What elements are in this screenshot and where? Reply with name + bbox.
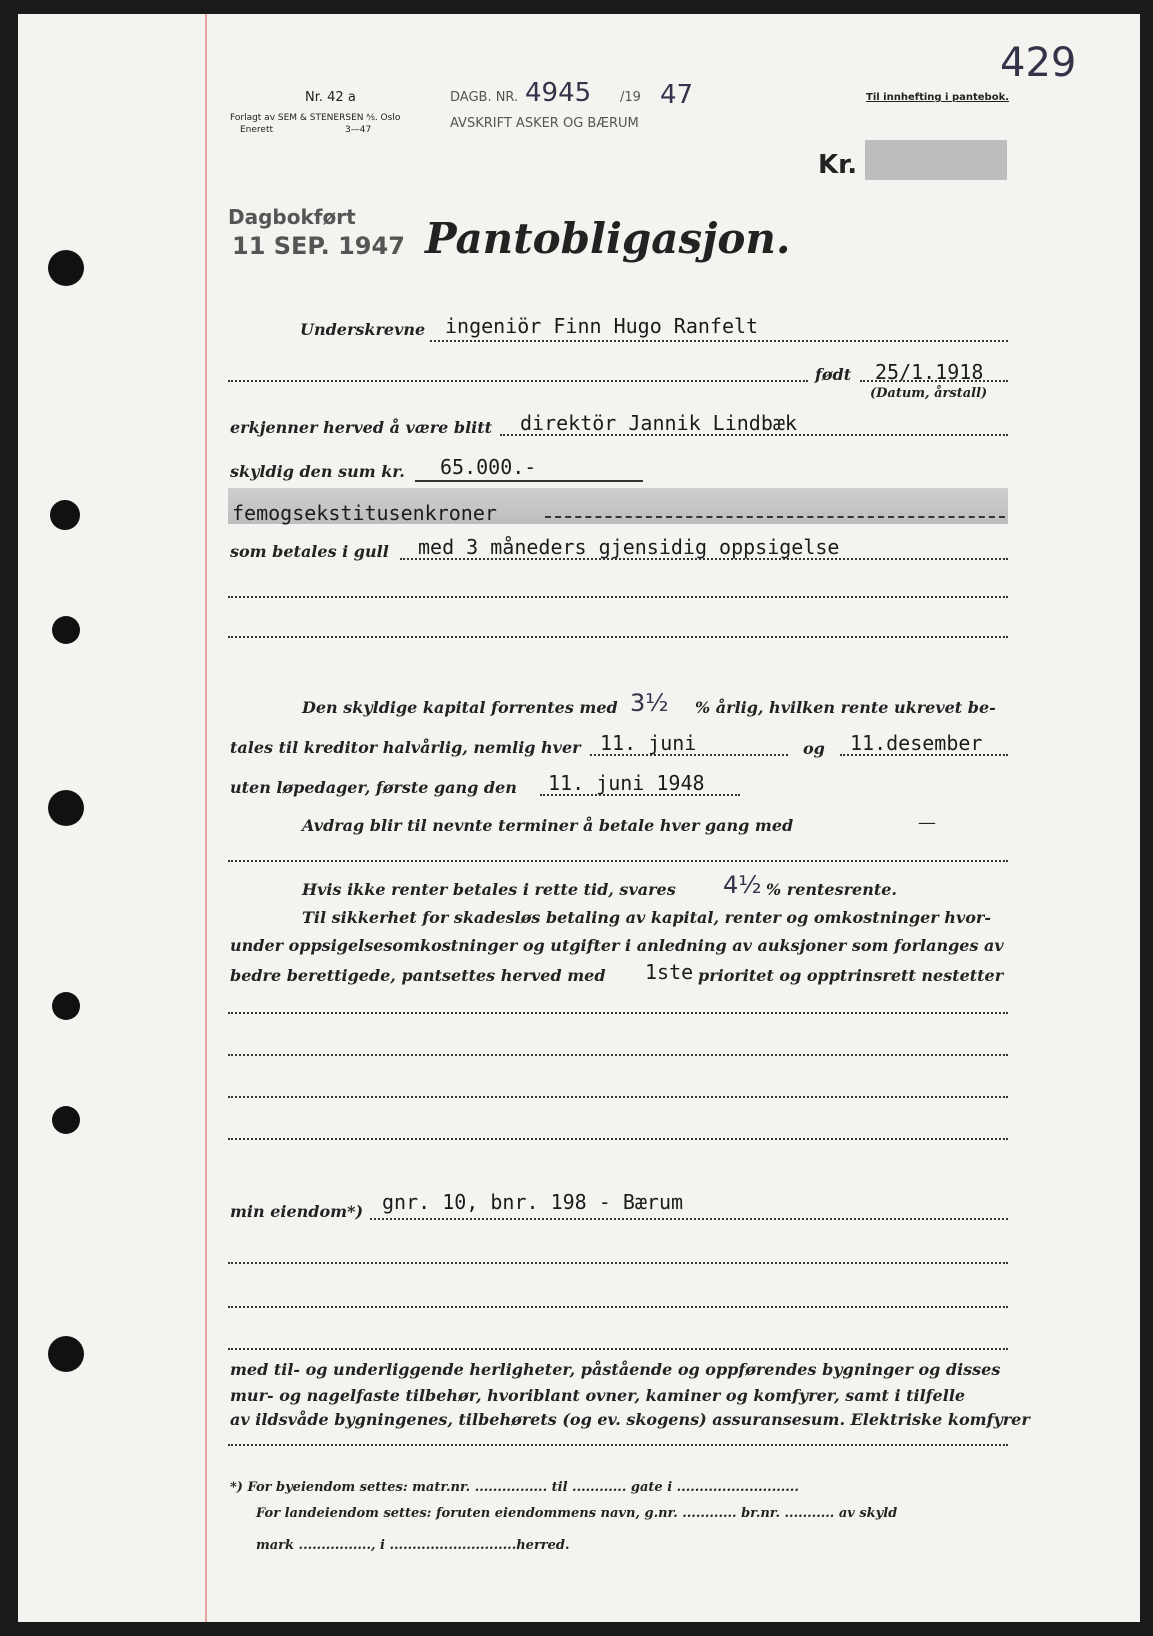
avdrag-value: —: [918, 812, 936, 833]
hvis-text: Hvis ikke renter betales i rette tid, svares: [302, 880, 676, 899]
date-1: 11. juni: [600, 731, 697, 755]
herligheter-line-1: med til- og underliggende herligheter, påstående og oppførendes bygninger og disses: [230, 1360, 1001, 1379]
dotted-line: [228, 1138, 1008, 1140]
tales-text: tales til kreditor halvårlig, nemlig hver: [230, 738, 581, 757]
underskrevne-label: Underskrevne: [300, 320, 426, 339]
footnote-line-2: For landeiendom settes: foruten eiendommens navn, g.nr. ............ br.nr. ........... av skyld: [256, 1506, 898, 1521]
dagb-year-prefix: /19: [620, 90, 641, 105]
dagb-label: DAGB. NR.: [450, 90, 519, 105]
punch-hole: [48, 250, 84, 286]
herligheter-line-2: mur- og nagelfaste tilbehør, hvoriblant ovner, kaminer og komfyrer, samt i tilfelle: [230, 1386, 966, 1405]
form-number: Nr. 42 a: [305, 90, 356, 105]
punch-hole: [52, 1106, 80, 1134]
footnote-line-3: mark ................, i ............................herred.: [256, 1538, 570, 1553]
sikkerhet-line-3: bedre berettigede, pantsettes herved med: [230, 966, 606, 985]
dotted-line: [400, 558, 1008, 560]
sikkerhet-line-3b: prioritet og opptrinsrett nestetter: [698, 966, 1004, 985]
sikkerhet-line-2: under oppsigelsesomkostninger og utgifter i anledning av auksjoner som forlanges av: [230, 936, 1004, 955]
footnote-line-1: *) For byeiendom settes: matr.nr. ................ til ............ gate i ...........................: [230, 1480, 799, 1495]
hvis-value: 4½: [723, 871, 762, 899]
punch-hole: [48, 790, 84, 826]
dotted-line: [840, 754, 1008, 756]
date-2: 11.desember: [850, 731, 983, 755]
stamp-dagbokfort: Dagbokført: [228, 205, 356, 229]
kr-amount-box: [865, 140, 1007, 180]
dotted-line: [540, 794, 740, 796]
punch-hole: [50, 500, 80, 530]
dotted-line: [228, 1012, 1008, 1014]
avskrift-label: AVSKRIFT ASKER OG BÆRUM: [450, 116, 639, 131]
publisher-line: Forlagt av SEM & STENERSEN ⅍. Oslo: [230, 113, 401, 123]
betales-label: som betales i gull: [230, 542, 389, 561]
underskrevne-value: ingeniör Finn Hugo Ranfelt: [445, 314, 759, 338]
punch-hole: [52, 992, 80, 1020]
margin-line: [205, 14, 207, 1622]
dagb-year: 47: [660, 80, 694, 110]
sum-in-words: femogsekstitusenkroner: [232, 501, 497, 525]
erkjenner-label: erkjenner herved å være blitt: [230, 418, 493, 437]
dashed-line: [545, 516, 1005, 518]
underline: [415, 480, 643, 482]
fodt-value: 25/1.1918: [875, 360, 984, 384]
document-title: Pantobligasjon.: [425, 214, 791, 263]
uten-text: uten løpedager, første gang den: [230, 778, 517, 797]
rente-text: Den skyldige kapital forrentes med: [302, 698, 618, 717]
hvis-text-2: % rentesrente.: [766, 880, 897, 899]
first-date: 11. juni 1948: [548, 771, 705, 795]
og-text: og: [803, 739, 825, 758]
dotted-line: [500, 434, 1008, 436]
dotted-line: [228, 1348, 1008, 1350]
punch-hole: [52, 616, 80, 644]
eiendom-value: gnr. 10, bnr. 198 - Bærum: [382, 1190, 684, 1214]
kr-label: Kr.: [818, 150, 858, 180]
rente-value: 3½: [630, 689, 669, 717]
herligheter-line-3: av ildsvåde bygningenes, tilbehørets (og ev. skogens) assuransesum. Elektriske komfyrer: [230, 1410, 1030, 1429]
skyldig-value: 65.000.-: [440, 455, 537, 479]
dotted-line: [228, 596, 1008, 598]
rente-text-2: % årlig, hvilken rente ukrevet be-: [695, 698, 996, 717]
dotted-line: [590, 754, 788, 756]
betales-value: med 3 måneders gjensidig oppsigelse: [418, 535, 840, 559]
fodt-label: født: [815, 365, 852, 384]
dotted-line: [370, 1218, 1008, 1220]
dotted-line: [430, 340, 1008, 342]
dotted-line: [228, 1306, 1008, 1308]
dagb-number: 4945: [525, 78, 592, 108]
page-number: 429: [1000, 40, 1077, 86]
stamp-date: 11 SEP. 1947: [232, 232, 405, 260]
skyldig-label: skyldig den sum kr.: [230, 462, 405, 481]
publisher-code: 3—47: [345, 125, 372, 135]
dotted-line: [228, 860, 1008, 862]
eiendom-label: min eiendom*): [230, 1202, 364, 1221]
dotted-line: [228, 1054, 1008, 1056]
dotted-line: [860, 380, 1008, 382]
datum-note: (Datum, årstall): [870, 386, 988, 401]
avdrag-text: Avdrag blir til nevnte terminer å betale hver gang med: [302, 816, 794, 835]
dotted-line: [228, 636, 1008, 638]
publisher-enerett: Enerett: [240, 125, 274, 135]
dotted-line: [228, 1262, 1008, 1264]
sikkerhet-line-1: Til sikkerhet for skadesløs betaling av kapital, renter og omkostninger hvor-: [302, 908, 991, 927]
erkjenner-value: direktör Jannik Lindbæk: [520, 411, 797, 435]
dotted-line: [228, 380, 808, 382]
punch-hole: [48, 1336, 84, 1372]
prioritet-value: 1ste: [645, 960, 694, 984]
dotted-line: [228, 1096, 1008, 1098]
top-right-note: Til innhefting i pantebok.: [866, 92, 1010, 103]
dotted-line: [228, 1444, 1008, 1446]
